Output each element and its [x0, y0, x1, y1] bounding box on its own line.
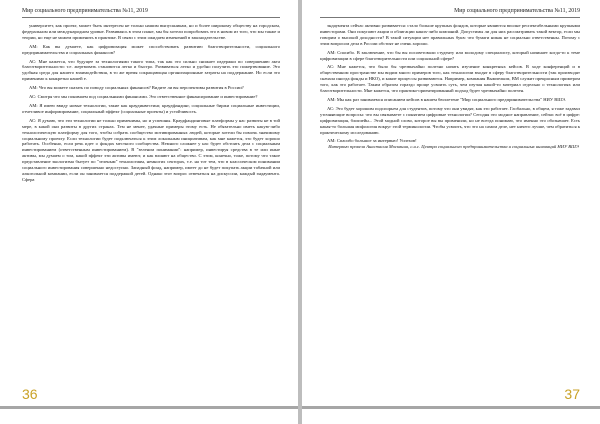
paragraph: АС: Смотря что мы понимаем под социальными финансами. Это ответственное финансирование и инвестирование?	[29, 94, 258, 100]
header-rule	[320, 17, 580, 18]
header-rule	[22, 17, 280, 18]
paragraph: университет, как проект, может быть интересен не только нашим выпускникам, но и более широкому обществу на городском, федеральном или международном уровне. Развиваясь в этом плане, мы бы хотели попробовать это в новом из того, что мы также и теории, но еще не можем применить в практике. В связи с этим ожидаем изменений в законодательстве.	[22, 23, 280, 40]
paragraph: эндаумента сейчас активно развивается: стало больше крупных фондов, которые являются вполне респектабельными крупными инвесторами. Они покупают акции и облигации каких-либо компаний. Допустимы ли для них рассматривать такой вектор, если мы говорим о высокой доходности? В такой ситуации нет правильных букв: что бумаги никак не социально ответственны. Потому с этим вопросом дела в России обстоят не очень хорошо.	[320, 23, 580, 46]
running-header-right: Мир социального предпринимательства №11, 2019	[454, 8, 580, 14]
paragraph: АМ: Мы как раз занимаемся описанием кейсов в нашем бюллетене "Мир социального предпринимательства" НИУ ВШЭ.	[327, 96, 567, 102]
paragraph: АС: Это будет хорошим подспорьем для студентов, потому что они увидят, как это работает. Глобально, в общем, я тоже задавал уточняющие вопросы: что вы связываете с понятием цифровые технологии? Сегодня это модное направление, сейчас всё в цифре: цифровизация, блокчейн... Этой модной слово, которое вы вы применили, но не всегда понимаю, что именно это обозначает. Есть какая-то большая мифология вокруг этой терминологии. Чтобы усвоить, что это на самом деле, нет ничего лучше, чем обратиться к практическому исследованию.	[320, 105, 580, 135]
left-body-text	[22, 23, 280, 183]
footer-bar	[302, 406, 600, 409]
paragraph: АС: Мне кажется, что будущее за технологиями такого типа, так как это сильно снижает издержки по совершению акта благотворительности: т.е. жертвовать становится легко и быстро. Развиваться легко и удобно получить это пожертвование. Это удобная среда для нашего взаимодействия, в то же время сокращающая организационные затраты на поддержание. Но если это применимо к конкретно нашей е.	[22, 58, 280, 82]
left-page	[0, 0, 298, 424]
right-body-text	[320, 23, 580, 150]
paragraph: АМ: Спасибо большое за интервью! Успехов!	[327, 138, 417, 144]
paragraph: АМ: Спасибо. В заключение, что бы вы посоветовали студенту или молодому специалисту, который начинает когда-то к теме цифровизации в сфере благотворительности или социальной сфере?	[320, 49, 580, 61]
paragraph: АМ: Как вы думаете, как цифровизация может способствовать развитию благотворительности, социального предпринимательства и социальных финансов?	[22, 43, 280, 55]
footer-bar	[0, 406, 298, 409]
paragraph: АМ: Я имею ввиду новые технологии, такие как краудинвестинг, краудфандинг, социальные биржи социальные инвестиции, отчетливое информирование, социальный эффект (социальные проекты) и устойчивость.	[22, 102, 280, 114]
running-header-left: Мир социального предпринимательства №11, 2019	[22, 8, 148, 14]
interview-credit: Интервью провела Анастасия Москвина, с.н.с. Центра социального предпринимательства и социальных инноваций НИУ ВШЭ	[328, 144, 579, 150]
paragraph: АС: Мне кажется, что было бы чрезвычайно полезно начать изучение конкретных кейсов. В ходе конференций и в общественном пространстве мы видим много примеров того, как технологии входят в сферу благотворительности (так производят сначала иногда фонды и НКО), и какие процессы развиваются. Например, компания Вымпелком, ВМ служит прекрасным примером того, как это работает. Таким образом гораздо проще усвоить суть, чем изучая какой-то материал отдельно о технологиях или благотворительности. Мне кажется, что практико-ориентированный подход будет чрезвычайно полезен.	[320, 64, 580, 94]
page-number: 36	[22, 386, 38, 402]
right-page	[302, 0, 600, 424]
page-number: 37	[564, 386, 580, 402]
paragraph: АМ: Что вы можете сказать по поводу социальных финансов? Видите ли вы перспективы развития в России?	[29, 85, 244, 91]
paragraph: АС: Я думаю, что эти технологии не только применимы, но и успешны. Краудфандинговые платформы у нас развиты не в той мере, в какой они развиты в других странах. Тем не менее, удачные примеры этому есть. Не обязательно иметь какую-либо технологическую платформу для того, чтобы собрать сообщество мотивированных людей, которые хотели бы помочь значимому социальному проекту. Если технологии будет подключаться к этим локальным инициативам, как мне кажется, это будет хорошо работать. Особенно, если речь идет о фондах местного сообщества. Немного сложнее у нас будет обстоять дела с социальным инвестированием (ответственным инвестированием). В "зеленом понимании": например, инвестируя средства в те или иные активы, мы думаем о том, какой эффект эти активы имеют, и как влияют на общество. С этим, конечно, тоже, потому что такое представление экологизма бытует по "зеленым" технологиям, немногих секторах, т.е. на тот тем, что в классическом понимании социального инвестирования совершенно недоступно. Западный фонд, например, имеет до не будет покупать акции табачной или алкогольной компании, если он занимается поддержкой детей. Однако этот вопрос отвечаться на дискуссии, каждый эндаумента. Сфера	[22, 117, 280, 182]
